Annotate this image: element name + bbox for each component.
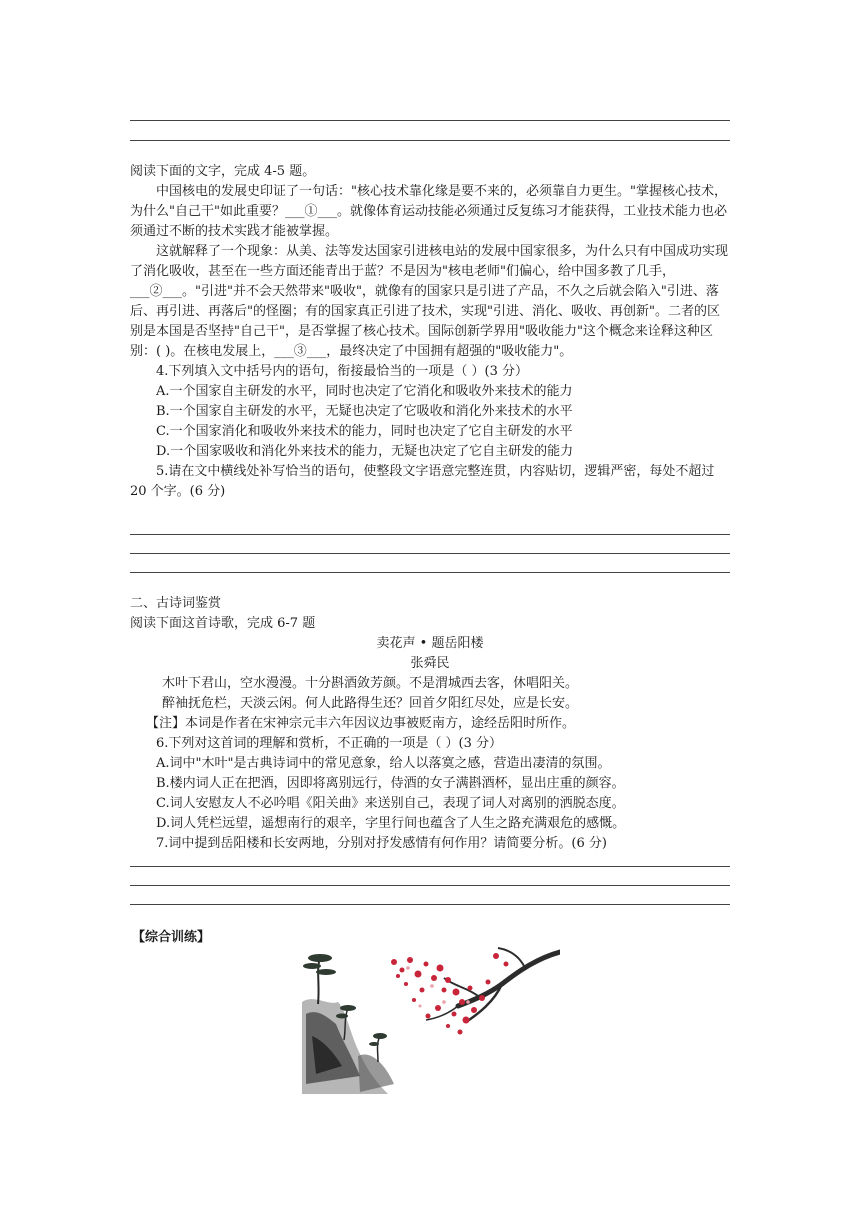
option-a: A.词中"木叶"是古典诗词中的常见意象，给人以落寞之感，营造出凄清的氛围。	[156, 756, 611, 771]
paragraph: 中国核电的发展史印证了一句话："核心技术靠化缘是要不来的，必须靠自力更生。"掌握核心技术，为什么"自己干"如此重要？___①___。就像体育运动技能必须通过反复练习才能获得，工业技术能力也必须通过不断的技术实践才能被掌握。	[130, 184, 727, 239]
question-5: 5.请在文中横线处补写恰当的语句，使整段文字语意完整连贯，内容贴切，逻辑严密，每处不超过 20 个字。(6 分)	[130, 464, 715, 499]
answer-line	[130, 866, 730, 867]
option-d: D.词人凭栏远望，遥想南行的艰辛，字里行间也蕴含了人生之路充满艰危的感慨。	[156, 816, 626, 831]
poem-note: 【注】本词是作者在宋神宗元丰六年因议边事被贬南方，途经岳阳时所作。	[146, 716, 576, 731]
reading-passage-4-5	[130, 162, 730, 502]
answer-line	[130, 534, 730, 535]
answer-line	[130, 120, 730, 121]
option-b: B.楼内词人正在把酒，因即将离别远行，侍酒的女子满斟酒杯，显出庄重的颜容。	[156, 776, 625, 791]
answer-line	[130, 553, 730, 554]
plum-blossom-branch-illustration	[391, 948, 560, 1035]
poem-author: 张舜民	[410, 656, 450, 671]
answer-line	[130, 904, 730, 905]
answer-line	[130, 140, 730, 141]
poetry-section	[130, 594, 730, 854]
answer-line	[130, 885, 730, 886]
ink-painting-illustration	[298, 944, 560, 1094]
document-page	[130, 0, 730, 1216]
poem-title: 卖花声 • 题岳阳楼	[376, 636, 484, 651]
option-c: C.词人安慰友人不必吟唱《阳关曲》来送别自己，表现了词人对离别的洒脱态度。	[156, 796, 625, 811]
poem-line: 木叶下君山，空水漫漫。十分斟酒敛芳颜。不是渭城西去客，休唱阳关。	[162, 676, 579, 691]
option-b: B.一个国家自主研发的水平，无疑也决定了它吸收和消化外来技术的水平	[156, 404, 573, 419]
mountain-pine-illustration	[302, 954, 394, 1094]
section-heading: 二、古诗词鉴赏	[130, 596, 222, 611]
section-intro: 阅读下面这首诗歌，完成 6-7 题	[130, 616, 316, 631]
section-intro: 阅读下面的文字，完成 4-5 题。	[130, 164, 316, 179]
comprehensive-training-heading: 【综合训练】	[132, 930, 211, 945]
poem-line: 醉袖抚危栏，天淡云闲。何人此路得生还？回首夕阳红尽处，应是长安。	[162, 696, 579, 711]
answer-line	[130, 572, 730, 573]
paragraph: 这就解释了一个现象：从美、法等发达国家引进核电站的发展中国家很多，为什么只有中国成功实现了消化吸收，甚至在一些方面还能青出于蓝？不是因为"核电老师"们偏心，给中国多教了几手，___②___。"引进"并不会天然带来"吸收"，就像有的国家只是引进了产品，不久之后就会陷入"引进、落后、再引进、再落后"的怪圈；有的国家真正引进了技术，实现"引进、消化、吸收、再创新"。二者的区别是本国是否坚持"自己干"，是否掌握了核心技术。国际创新学界用"吸收能力"这个概念来诠释这种区别：( )。在核电发展上，___③___，最终决定了中国拥有超强的"吸收能力"。	[130, 244, 729, 359]
option-a: A.一个国家自主研发的水平，同时也决定了它消化和吸收外来技术的能力	[156, 384, 573, 399]
question-7: 7.词中提到岳阳楼和长安两地，分别对抒发感情有何作用？请简要分析。(6 分)	[156, 836, 607, 851]
option-d: D.一个国家吸收和消化外来技术的能力，无疑也决定了它自主研发的能力	[156, 444, 574, 459]
question-6: 6.下列对这首词的理解和赏析，不正确的一项是（ ）(3 分）	[156, 736, 503, 751]
option-c: C.一个国家消化和吸收外来技术的能力，同时也决定了它自主研发的水平	[156, 424, 573, 439]
question-4: 4.下列填入文中括号内的语句，衔接最恰当的一项是（ ）(3 分）	[156, 364, 529, 379]
